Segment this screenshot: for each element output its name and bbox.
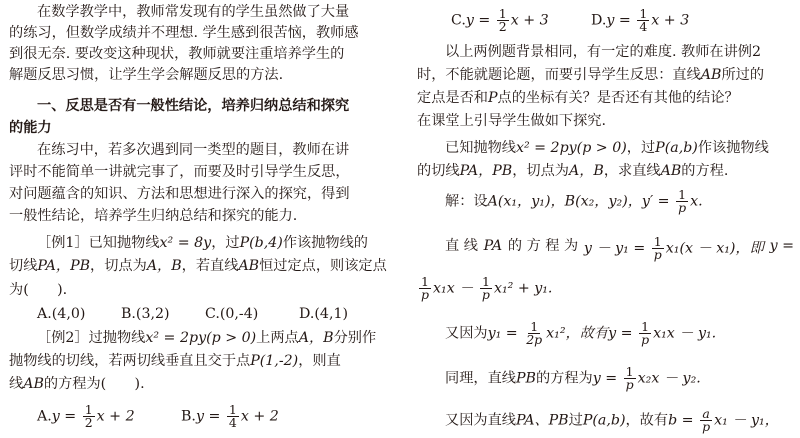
denominator: p [678, 200, 687, 215]
text: 线 [9, 376, 24, 392]
paragraph-line: 在数学教学中，教师常发现有的学生虽然做了大量 [37, 4, 350, 20]
example-1-line: 为( ). [9, 282, 68, 298]
paragraph-line [417, 88, 739, 108]
text: 同理，直线 [445, 370, 516, 387]
equation: x² = 2py(p > 0) [145, 330, 257, 346]
solution-line [417, 276, 552, 301]
math: x + 2 [96, 408, 135, 425]
text: 又因为 [445, 325, 488, 342]
paragraph-line: 以上两例题背景相同，有一定的难度. 教师在讲例2 [445, 44, 761, 60]
example-2-line [9, 351, 341, 371]
text: 已知抛物线 [445, 140, 516, 156]
problem-line [445, 138, 769, 158]
math: PA [483, 238, 503, 254]
math: AB [238, 258, 260, 274]
option-label: C. [451, 12, 466, 29]
text: 的切线 [417, 163, 460, 179]
solution-line [445, 189, 703, 214]
math: x₁ － y₁， [714, 412, 779, 429]
text: ，求直线 [603, 163, 661, 179]
text: 上两点 [256, 330, 299, 346]
denominator: 2p [526, 332, 543, 347]
math: y = [592, 370, 622, 387]
denominator: p [702, 419, 711, 434]
solution-line [445, 408, 779, 433]
denominator: 2 [498, 19, 507, 34]
math: x + 2 [240, 408, 279, 425]
paragraph-line [417, 65, 764, 85]
text: 点的坐标有关？是否还有其他的结论？ [497, 90, 739, 106]
math: x₁²，故有 [546, 325, 609, 342]
denominator: 2 [84, 415, 93, 430]
math: x. [690, 193, 703, 210]
numerator: 1 [498, 6, 507, 21]
section-heading: 的能力 [9, 120, 52, 136]
math: y = [51, 408, 81, 425]
math: PA、PB [515, 412, 569, 429]
math: y = [195, 408, 225, 425]
fraction [624, 366, 636, 391]
problem-line [417, 161, 728, 181]
math: PA，PB [459, 163, 513, 179]
point: P(a,b) [582, 412, 626, 429]
math: AB [700, 67, 722, 83]
point: P(1,-2) [250, 353, 299, 369]
fraction [676, 189, 688, 214]
point: P(b,4) [239, 235, 283, 251]
text: 抛物线的切线，若两切线垂直且交于点 [9, 353, 251, 369]
math: A，B [298, 330, 334, 346]
text: ，故有 [625, 412, 669, 429]
solution-line [445, 366, 701, 391]
option-label: A. [37, 408, 52, 425]
fraction [652, 236, 664, 261]
numerator: 1 [639, 6, 648, 21]
numerator: 1 [481, 274, 490, 289]
text: 定点是否和 [417, 90, 488, 106]
text: ，则直 [298, 353, 341, 369]
text: ，过 [211, 235, 240, 251]
option-a [37, 404, 135, 429]
math: x₁x － [433, 280, 478, 297]
math: x₁x － y₁. [653, 325, 717, 342]
text: 作该抛物线 [697, 140, 769, 156]
option-b: B.(3,2) [121, 306, 170, 322]
math: y = [769, 238, 794, 254]
fraction [524, 321, 544, 346]
text: 所过的 [721, 67, 765, 83]
paragraph-line: 评时不能简单一讲就完事了，而要及时引导学生反思， [9, 164, 350, 180]
text: 分别作 [333, 330, 377, 346]
text: ，过 [626, 140, 656, 156]
fraction [497, 8, 509, 33]
example-tag: ［例2］ [37, 330, 89, 346]
solution-line [445, 236, 794, 261]
denominator: p [653, 247, 662, 262]
text: 解：设 [445, 193, 488, 210]
paragraph-line: 在课堂上引导学生做如下探究. [417, 113, 606, 129]
option-label: B. [181, 408, 196, 425]
example-2-line [9, 374, 145, 394]
fraction [480, 276, 492, 301]
fraction [637, 8, 649, 33]
paragraph-line: 在练习中，若多次遇到同一类型的题目，教师在讲 [37, 142, 350, 158]
math: b = [668, 412, 699, 429]
point: P(a,b) [655, 140, 698, 156]
math: AB [23, 376, 44, 392]
option-d: D.(4,1) [299, 306, 349, 322]
option-d [591, 8, 689, 33]
math: AB [660, 163, 682, 179]
math: A，B [146, 258, 182, 274]
option-a: A.(4,0) [37, 306, 86, 322]
text: 过 [568, 412, 583, 429]
math: PB [515, 370, 536, 387]
option-b [181, 404, 279, 429]
fraction [419, 276, 431, 301]
numerator: 1 [625, 364, 634, 379]
math: x₁² + y₁. [493, 280, 553, 297]
equation: x² = 2py(p > 0) [515, 140, 627, 156]
denominator: 4 [228, 415, 237, 430]
math: x + 3 [510, 12, 549, 29]
text: 的方程为 [535, 370, 593, 387]
numerator: 1 [678, 187, 687, 202]
text: ，切点为 [512, 163, 569, 179]
math: y = [465, 12, 495, 29]
text: 已知抛物线 [88, 235, 160, 251]
fraction [83, 404, 95, 429]
numerator: 1 [228, 402, 237, 417]
math: y₁ = [487, 325, 523, 342]
paragraph-line: 到很无奈. 要改变这种现状，教师就要注重培养学生的 [9, 46, 345, 62]
math: x₁(x － x₁)，即 [665, 240, 764, 257]
option-c [451, 8, 549, 33]
text: 的方程为( ). [43, 376, 145, 392]
fraction [639, 321, 651, 346]
math: y － y₁ = [583, 240, 650, 257]
denominator: 4 [639, 19, 648, 34]
fraction [700, 408, 712, 433]
numerator: 1 [421, 274, 429, 289]
text: 的 方 程 为 [507, 238, 579, 254]
denominator: p [625, 377, 634, 392]
text: 过抛物线 [88, 330, 146, 346]
fraction [227, 404, 239, 429]
numerator: 1 [653, 234, 662, 249]
denominator: p [481, 287, 490, 302]
section-heading: 一、反思是否有一般性结论，培养归纳总结和探究 [37, 98, 350, 114]
paragraph-line: 对问题蕴含的知识、方法和思想进行深入的探究，得到 [9, 186, 350, 202]
math: y = [606, 12, 636, 29]
text: 时，不能就题论题，而要引导学生反思：直线 [417, 67, 701, 83]
paragraph-line: 的练习，但数学成绩并不理想. 学生感到很苦恼，教师感 [9, 25, 359, 41]
text: 的方程. [681, 163, 729, 179]
math: x + 3 [651, 12, 690, 29]
option-c: C.(0,-4) [205, 306, 259, 322]
paragraph-line: 解题反思习惯，让学生学会解题反思的方法. [9, 67, 284, 83]
text: ，若直线 [181, 258, 239, 274]
text: ，切点为 [90, 258, 147, 274]
numerator: a [702, 406, 710, 421]
text: 直 线 [445, 238, 478, 254]
paragraph-line: 一般性结论，培养学生归纳总结和探究的能力. [9, 208, 298, 224]
denominator: p [421, 287, 430, 302]
text: 切线 [9, 258, 38, 274]
numerator: 1 [641, 319, 650, 334]
text: 恒过定点，则该定点 [259, 258, 387, 274]
example-tag: ［例1］ [37, 235, 89, 251]
math: PA，PB [37, 258, 91, 274]
example-1-line [9, 256, 387, 276]
math: A，B [569, 163, 604, 179]
text: 作该抛物线的 [282, 235, 368, 251]
math: P [487, 90, 498, 106]
denominator: p [641, 332, 650, 347]
math: y = [608, 325, 638, 342]
example-2-line [37, 328, 376, 348]
equation: x² = 8y [159, 235, 212, 251]
option-label: D. [591, 12, 607, 29]
numerator: 1 [84, 402, 93, 417]
math: x₂x － y₂. [637, 370, 701, 387]
solution-line [445, 321, 716, 346]
example-1-line [37, 233, 368, 253]
text: 又因为直线 [445, 412, 516, 429]
numerator: 1 [530, 319, 539, 334]
math: A(x₁，y₁)，B(x₂，y₂)，y′ = [487, 193, 675, 210]
